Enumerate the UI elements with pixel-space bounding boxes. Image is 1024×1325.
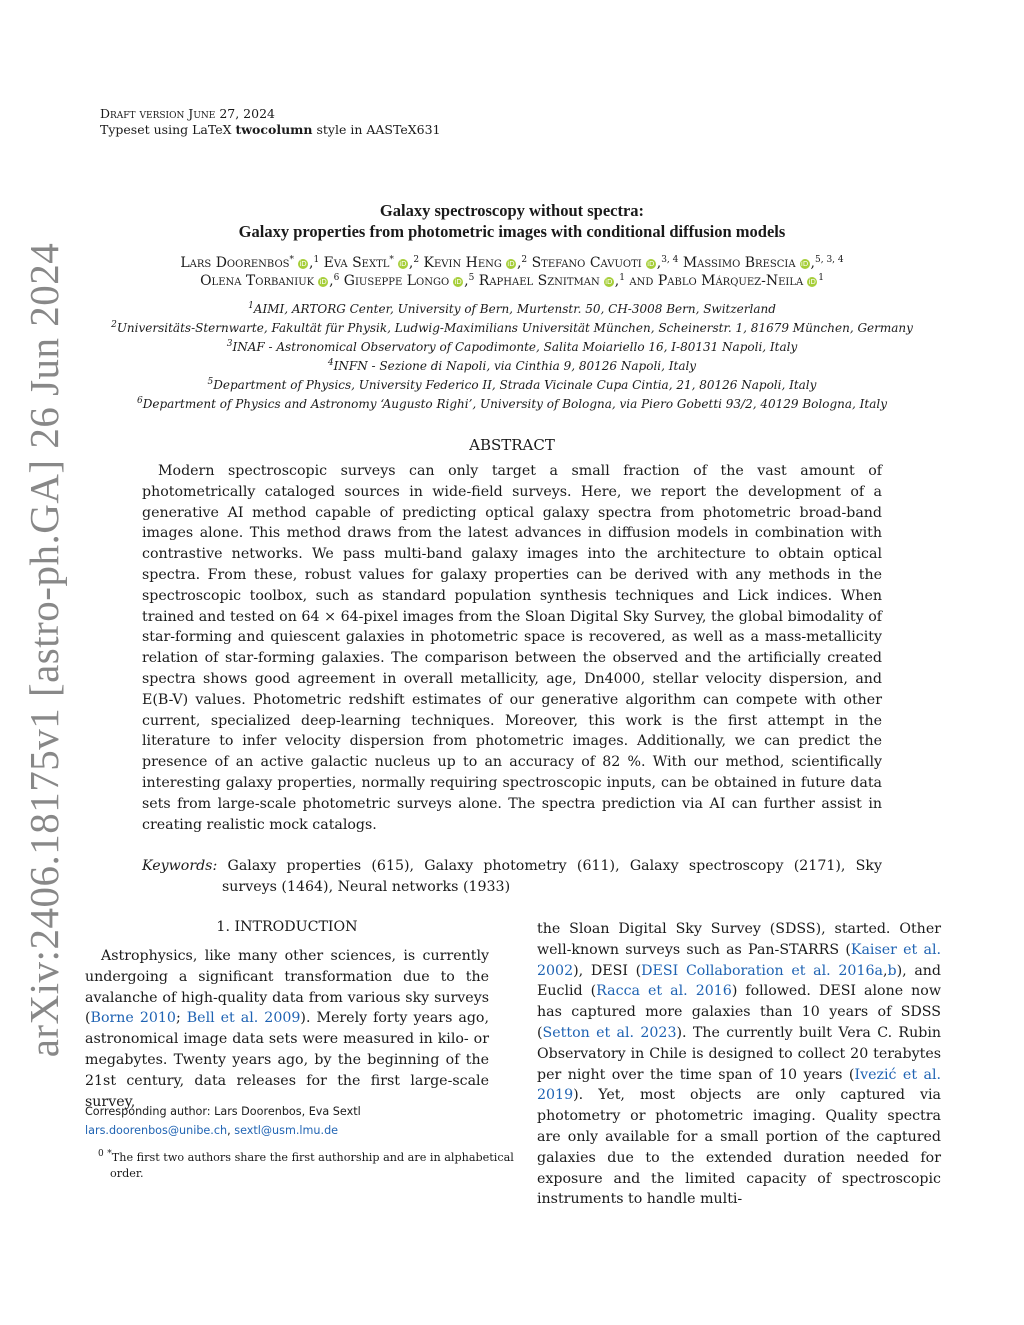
footnote-num: 0 bbox=[98, 1149, 104, 1159]
affil-num: 6 bbox=[137, 396, 143, 406]
orcid-icon[interactable]: iD bbox=[605, 278, 613, 286]
affil-text: INFN - Sezione di Napoli, via Cinthia 9, 80126 Napoli, Italy bbox=[333, 359, 697, 373]
author-affil-sup: 2 bbox=[521, 255, 528, 265]
author-affil-sup: 5 bbox=[468, 273, 475, 283]
keywords bbox=[142, 856, 882, 898]
affiliation bbox=[0, 321, 1024, 335]
orcid-icon[interactable]: iD bbox=[454, 278, 462, 286]
footnote bbox=[85, 1150, 515, 1182]
corresponding-author bbox=[85, 1102, 361, 1140]
orcid-icon[interactable]: iD bbox=[299, 260, 307, 268]
affil-text: INAF - Astronomical Observatory of Capodimonte, Salita Moiariello 16, I-80131 Napoli, Italy bbox=[232, 340, 798, 354]
affil-num: 5 bbox=[207, 377, 214, 387]
citation-link[interactable]: DESI Collaboration et al. 2016a bbox=[641, 962, 883, 979]
author-name: Giuseppe Longo bbox=[343, 273, 450, 289]
author-affil-sup: 1 bbox=[818, 273, 824, 283]
intro-text: ). Yet, most objects are only captured via photometry or photometric imaging. Quality spectra are only available for a small portion of the captured galaxies due to the extended duration needed for exposure and the limited capacity of spectroscopic instruments to handle multi- bbox=[537, 1087, 941, 1208]
orcid-icon[interactable]: iD bbox=[507, 260, 515, 268]
title-line-2: Galaxy properties from photometric images with conditional diffusion models bbox=[238, 222, 786, 241]
keywords-text: Galaxy properties (615), Galaxy photometry (611), Galaxy spectroscopy (2171), Sky surveys (1464), Neural networks (1933) bbox=[217, 858, 882, 895]
intro-text: ), DESI ( bbox=[573, 962, 642, 979]
intro-text: ). The currently built Vera C. Rubin Observatory in Chile is designed to collect 20 terabytes per night over the time span of 10 years ( bbox=[537, 1024, 942, 1083]
citation-link[interactable]: Borne 2010 bbox=[90, 1010, 176, 1027]
author-affil-sup: 1 bbox=[619, 273, 625, 283]
intro-text: Astrophysics, like many other sciences, is currently undergoing a significant transformation due to the avalanche of high-quality data from various sky surveys ( bbox=[85, 948, 489, 1027]
orcid-icon[interactable]: iD bbox=[808, 278, 816, 286]
and-word: and bbox=[629, 273, 654, 289]
orcid-icon[interactable]: iD bbox=[800, 260, 809, 268]
author-name: Pablo Márquez-Neila bbox=[657, 273, 804, 289]
affiliation bbox=[0, 359, 1024, 373]
email-sep: , bbox=[227, 1124, 235, 1137]
intro-text: ), and Euclid ( bbox=[537, 962, 941, 1000]
typeset-bold: twocolumn bbox=[235, 122, 313, 137]
citation-link[interactable]: Racca et al. 2016 bbox=[596, 983, 732, 1000]
citation-link[interactable]: Ivezić et al. 2019 bbox=[537, 1066, 941, 1104]
intro-left-column bbox=[85, 946, 489, 1112]
author-name: Massimo Brescia bbox=[682, 255, 796, 271]
orcid-icon[interactable]: iD bbox=[319, 278, 327, 286]
draft-version: Draft version June 27, 2024 bbox=[100, 106, 275, 121]
intro-right-column bbox=[537, 919, 941, 1210]
email-link[interactable]: lars.doorenbos@unibe.ch bbox=[85, 1124, 228, 1137]
author-affil-sup: 2 bbox=[413, 255, 420, 265]
abstract-heading: ABSTRACT bbox=[469, 436, 555, 454]
corresponding-label: Corresponding author: Lars Doorenbos, Eva Sextl bbox=[85, 1105, 361, 1118]
citation-link[interactable]: Bell et al. 2009 bbox=[186, 1010, 301, 1027]
title-line-1: Galaxy spectroscopy without spectra: bbox=[379, 201, 645, 220]
abstract-text: Modern spectroscopic surveys can only target a small fraction of the vast amount of photometrically cataloged sources in wide-field surveys. Here, we report the development of a generative AI method capable of predicting optical galaxy spectra from photometric broad-band images alone. This method draws from the latest advances in diffusion models in combination with contrastive networks. We pass multi-band galaxy images into the architecture to obtain optical spectra. From these, robust values for galaxy properties can be derived with any methods in the spectroscopic toolbox, such as standard population synthesis techniques and Lick indices. When trained and tested on 64 × 64-pixel images from the Sloan Digital Sky Survey, the global bimodality of star-forming and quiescent galaxies in photometric space is recovered, as well as a mass-metallicity relation of star-forming galaxies. The comparison between the observed and the artificially created spectra shows good agreement in overall metallicity, age, Dn4000, stellar velocity dispersion, and E(B-V) values. Photometric redshift estimates of our generative algorithm can compete with other current, specialized deep-learning techniques. Moreover, this work is the first attempt in the literature to infer velocity dispersion from photometric images. Additionally, we can predict the presence of an active galactic nucleus up to an accuracy of 82 %. With our method, scientifically interesting galaxy properties, normally requiring spectroscopic inputs, can be obtained in future data sets from large-scale photometric surveys alone. The spectra prediction via AI can further assist in creating realistic mock catalogs. bbox=[142, 463, 882, 833]
affil-num: 2 bbox=[111, 320, 117, 330]
affil-num: 1 bbox=[248, 301, 254, 311]
affil-num: 4 bbox=[327, 358, 334, 368]
affiliation bbox=[0, 340, 1024, 354]
author-affil-sup: 1 bbox=[313, 255, 320, 265]
author-name: Kevin Heng bbox=[423, 255, 502, 271]
affiliation bbox=[0, 378, 1024, 392]
author-line-2: Olena Torbaniuk iD ,$^6$ Giuseppe Longo iD ,$^5$ Raphael Sznitman iD ,$^1$ and Pablo Márquez-Neila iD $^1$ bbox=[200, 273, 824, 289]
keywords-label: Keywords: bbox=[142, 858, 218, 874]
intro-text: ; bbox=[175, 1010, 187, 1027]
affiliation bbox=[0, 302, 1024, 316]
affil-text: Department of Physics, University Federico II, Strada Vicinale Cupa Cintia, 21, 80126 Napoli, Italy bbox=[213, 378, 817, 392]
author-affil-sup: 5, 3, 4 bbox=[815, 255, 844, 265]
author-affil-sup: 6 bbox=[333, 273, 340, 283]
author-affil-sup: 3, 4 bbox=[661, 255, 679, 265]
email-line bbox=[85, 1121, 361, 1140]
affil-text: Department of Physics and Astronomy ‘Augusto Righi’, University of Bologna, via Piero Gobetti 93/2, 40129 Bologna, Italy bbox=[142, 397, 887, 411]
citation-link[interactable]: b bbox=[887, 962, 897, 979]
intro-text: , bbox=[882, 962, 888, 979]
intro-text: ). Merely forty years ago, astronomical image data sets were measured in kilo- or megabytes. Twenty years ago, by the beginning of the 21st century, data releases for the first large-scale survey, bbox=[85, 1010, 489, 1110]
author-name: Raphael Sznitman bbox=[478, 273, 600, 289]
author-mark: * bbox=[289, 255, 294, 265]
footnote-mark: * bbox=[107, 1149, 112, 1159]
citation-link[interactable]: Setton et al. 2023 bbox=[542, 1024, 677, 1041]
citation-link[interactable]: Kaiser et al. 2002 bbox=[537, 941, 941, 979]
affil-num: 3 bbox=[226, 339, 233, 349]
author-name: Eva Sextl bbox=[323, 255, 390, 271]
author-name: Lars Doorenbos bbox=[180, 255, 290, 271]
footnote-text: The first two authors share the first authorship and are in alphabetical order. bbox=[110, 1151, 514, 1180]
orcid-icon[interactable]: iD bbox=[647, 260, 655, 268]
intro-text: ) followed. DESI alone now has captured more galaxies than 10 years of SDSS ( bbox=[537, 983, 941, 1041]
affil-text: Universitäts-Sternwarte, Fakultät für Physik, Ludwig-Maximilians Universität München, Scheinerstr. 1, 81679 München, Germany bbox=[116, 321, 913, 335]
author-mark: * bbox=[389, 255, 394, 265]
typeset-prefix: Typeset using bbox=[100, 122, 193, 137]
intro-text: the Sloan Digital Sky Survey (SDSS), started. Other well-known surveys such as Pan-STARRS ( bbox=[537, 921, 941, 958]
typeset-suffix: style in AASTeX631 bbox=[312, 122, 441, 137]
author-line-1: Lars Doorenbos* iD ,$^1$ Eva Sextl* iD ,$^2$ Kevin Heng iD ,$^2$ Stefano Cavuoti iD ,$^{3, 4}$ Massimo Brescia iD ,$^{5, 3, 4}$ bbox=[180, 255, 844, 271]
arxiv-stamp: arXiv:2406.18175v1 [astro-ph.GA] 26 Jun 2024 bbox=[21, 242, 67, 1058]
author-name: Stefano Cavuoti bbox=[531, 255, 642, 271]
orcid-icon[interactable]: iD bbox=[399, 260, 407, 268]
section-heading-introduction: 1. INTRODUCTION bbox=[216, 919, 358, 935]
draft-header bbox=[100, 106, 441, 138]
affil-text: AIMI, ARTORG Center, University of Bern, Murtenstr. 50, CH-3008 Bern, Switzerland bbox=[253, 302, 776, 316]
author-name: Olena Torbaniuk bbox=[200, 273, 315, 289]
typeset-line bbox=[100, 122, 441, 138]
email-link[interactable]: sextl@usm.lmu.de bbox=[234, 1124, 339, 1137]
affiliation bbox=[0, 397, 1024, 411]
latex-logo: LaTeX bbox=[192, 122, 232, 137]
